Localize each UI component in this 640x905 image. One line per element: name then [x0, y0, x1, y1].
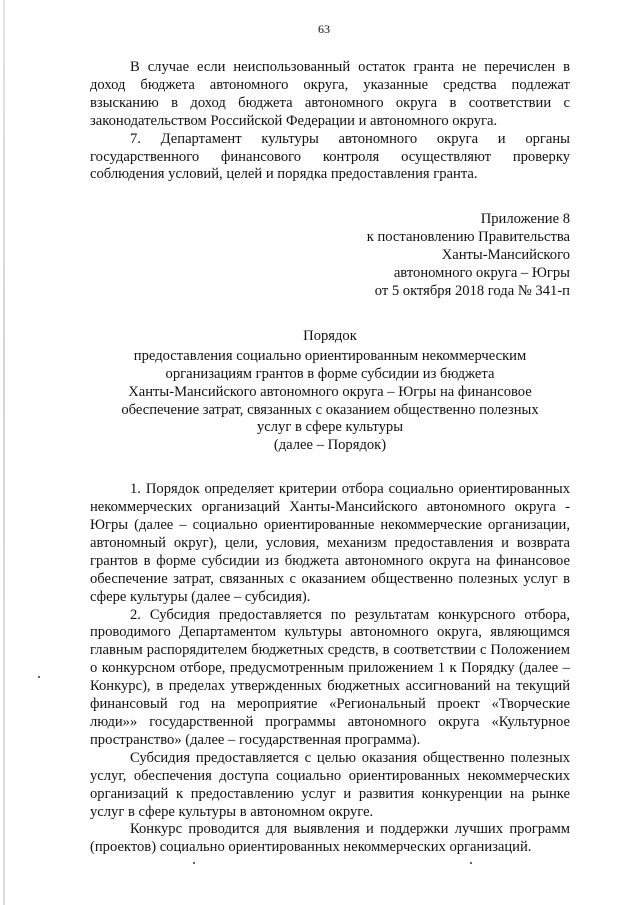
appendix-line: к постановлению Правительства — [366, 229, 570, 246]
title-line: обеспечение затрат, связанных с оказанием общественно полезных — [121, 401, 539, 418]
paragraph-subsidy-purpose: Субсидия предоставляется с целью оказания общественно полезных услуг, обеспечения доступа социально ориентированных некоммерческих организаций к предоставлению услуг и развития конкуренции на рынке услуг в сфере культуры в автономном округе. — [90, 749, 570, 820]
scan-speck — [470, 862, 472, 864]
title-word: Порядок — [303, 327, 357, 344]
title-line: предоставления социально ориентированным некоммерческим — [133, 347, 527, 364]
title-line: услуг в сфере культуры — [256, 419, 404, 436]
title-line: организациям грантов в форме субсидии из бюджета — [165, 365, 495, 382]
appendix-header — [90, 211, 570, 301]
procedure-body — [90, 481, 570, 857]
paragraph-remaining-grant: В случае если неиспользованный остаток гранта не перечислен в доход бюджета автономного округа, указанные средства подлежат взысканию в доход бюджета автономного округа в соответствии с законодательством Российской Федерации и автономного округа. — [90, 59, 570, 129]
appendix-line: Приложение 8 — [480, 211, 570, 228]
title-line: Ханты-Мансийского автономного округа – Югры на финансовое — [128, 383, 532, 400]
scan-speck — [38, 676, 40, 678]
previous-section-end — [90, 59, 570, 184]
appendix-line: от 5 октября 2018 года № 341-п — [374, 282, 570, 299]
appendix-line: Ханты-Мансийского — [441, 247, 570, 264]
paragraph-contest-purpose: Конкурс проводится для выявления и поддержки лучших программ (проектов) социально ориентированных некоммерческих организаций. — [90, 821, 570, 856]
paragraph-item-2: 2. Субсидия предоставляется по результатам конкурсного отбора, проводимого Департаментом культуры автономного округа, являющимся главным распорядителем бюджетных средств, в соответствии с Положением о конкурсном отборе, предусмотренным приложением 1 к Порядку (далее – Конкурс), в пределах утвержденных бюджетных ассигнований на текущий финансовый год на мероприятие «Региональный проект «Творческие люди»» государственной программы автономного округа «Культурное пространство» (далее – государственная программа). — [90, 606, 570, 748]
paragraph-control-item-7: 7. Департамент культуры автономного округа и органы государственного финансового контроля осуществляют проверку соблюдения условий, целей и порядка предоставления гранта. — [90, 130, 570, 183]
paragraph-item-1: 1. Порядок определяет критерии отбора социально ориентированных некоммерческих организаций Ханты-Мансийского автономного округа - Югры (далее – социально ориентированные некоммерческие организации, автономный округ), цели, условия, механизм предоставления и возврата грантов в форме субсидии из бюджета автономного округа на финансовое обеспечение затрат, связанных с оказанием общественно полезных услуг в сфере культуры (далее – субсидия). — [90, 481, 570, 605]
appendix-line: автономного округа – Югры — [393, 265, 570, 282]
scan-edge-line — [3, 0, 5, 905]
document-title — [90, 328, 570, 455]
scan-speck — [193, 862, 195, 864]
title-line: (далее – Порядок) — [273, 437, 387, 454]
page-number: 63 — [318, 22, 330, 36]
